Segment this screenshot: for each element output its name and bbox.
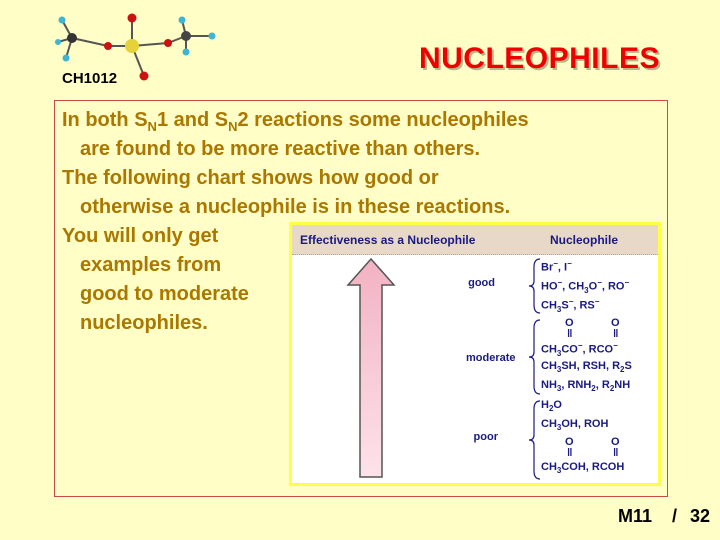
para2-line2: otherwise a nucleophile is in these reactions.	[80, 196, 511, 218]
up-arrow-icon	[346, 257, 396, 479]
category-moderate: moderate	[466, 352, 516, 364]
nucleophile-thiolates: $CH_3S^-$, RS−	[541, 297, 600, 314]
slide-title: NUCLEOPHILES	[418, 42, 660, 75]
page-number: 32	[690, 506, 711, 526]
nucleophile-carboxylates: $CH_3CO^-$, RCO−	[541, 341, 618, 358]
chart-header-nucleophile: Nucleophile	[550, 233, 619, 247]
chart-header	[292, 225, 658, 255]
nucleophile-chart	[289, 222, 661, 486]
carbonyl-bond-4: ‖	[613, 447, 619, 459]
carbonyl-o-2: O	[611, 317, 620, 329]
nucleophile-alcohols: $CH_3OH$, ROH	[541, 418, 609, 433]
course-code: CH1012	[62, 70, 118, 87]
brace-moderate	[528, 318, 542, 396]
module-code: M11	[618, 506, 653, 526]
carbonyl-o-4: O	[611, 436, 620, 448]
carbonyl-bond-3: ‖	[567, 447, 573, 459]
nucleophile-halides: Br−, I−	[541, 259, 572, 274]
category-good: good	[468, 277, 495, 289]
category-poor: poor	[473, 431, 498, 443]
nucleophile-water: $H_2O$	[541, 399, 562, 414]
brace-good	[528, 257, 542, 315]
nucleophile-carboxylic-acids: $CH_3COH$, RCOH	[541, 461, 625, 476]
carbonyl-bond-1: ‖	[567, 328, 573, 340]
page-separator: /	[672, 506, 678, 526]
para1-line1: In both $S_N1$ and $S_N2$ reactions some nucleophiles	[62, 109, 529, 134]
carbonyl-o-3: O	[565, 436, 574, 448]
nucleophile-thiols: $CH_3SH$, RSH, $R_2S$	[541, 360, 632, 375]
para2-line1: The following chart shows how good or	[62, 167, 439, 189]
para3-line1: You will only get	[62, 225, 219, 247]
nucleophile-alkoxides: HO−, $CH_3O^-$, RO−	[541, 278, 630, 295]
carbonyl-bond-2: ‖	[613, 328, 619, 340]
nucleophile-amines: $NH_3$, $RNH_2$, $R_2NH$	[541, 379, 631, 394]
brace-poor	[528, 399, 542, 481]
chart-header-effectiveness: Effectiveness as a Nucleophile	[300, 233, 476, 247]
para3-line2: examples from	[80, 254, 222, 276]
para3-line4: nucleophiles.	[80, 312, 208, 334]
para1-line2: are found to be more reactive than others.	[80, 138, 481, 160]
para3-line3: good to moderate	[80, 283, 249, 305]
carbonyl-o-1: O	[565, 317, 574, 329]
